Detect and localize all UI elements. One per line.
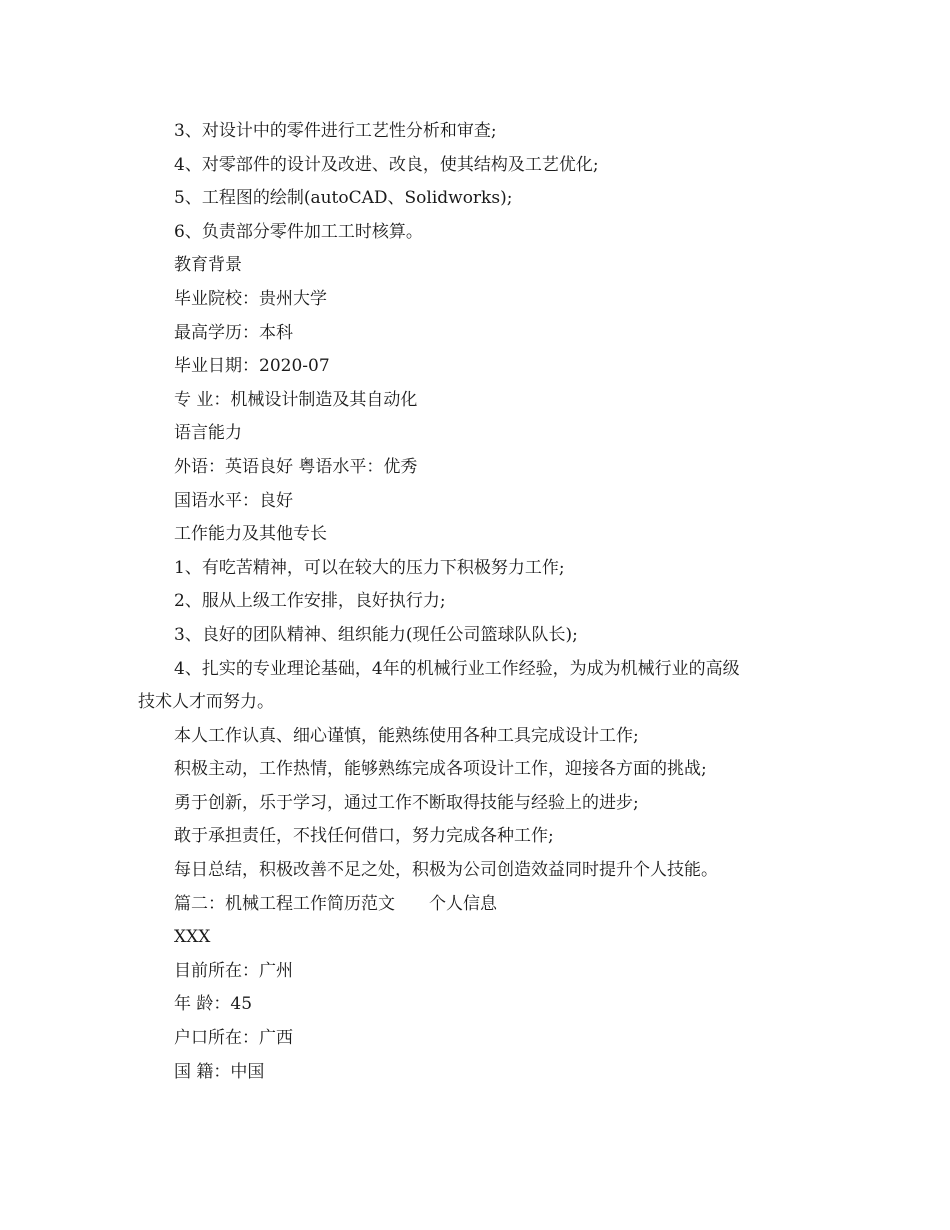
skill-item-4: 4、扎实的专业理论基础，4年的机械行业工作经验，为成为机械行业的高级 <box>174 658 740 679</box>
personal-location: 目前所在：广州 <box>174 960 293 981</box>
section-heading-education: 教育背景 <box>174 255 242 276</box>
section-heading-skills: 工作能力及其他专长 <box>174 524 327 545</box>
personal-nationality: 国 籍：中国 <box>174 1061 265 1082</box>
education-school: 毕业院校：贵州大学 <box>174 288 327 309</box>
duty-item-6: 6、负责部分零件加工工时核算。 <box>174 221 423 242</box>
self-assessment-1: 本人工作认真、细心谨慎，能熟练使用各种工具完成设计工作; <box>174 725 639 746</box>
language-mandarin: 国语水平：良好 <box>174 490 293 511</box>
personal-age: 年 龄：45 <box>174 994 253 1015</box>
self-assessment-4: 敢于承担责任，不找任何借口，努力完成各种工作; <box>174 826 554 847</box>
education-graduation-date: 毕业日期：2020-07 <box>174 356 330 377</box>
education-degree: 最高学历：本科 <box>174 322 293 343</box>
skill-item-1: 1、有吃苦精神，可以在较大的压力下积极努力工作; <box>174 557 565 578</box>
personal-hukou: 户口所在：广西 <box>174 1028 293 1049</box>
skill-item-2: 2、服从上级工作安排，良好执行力; <box>174 591 446 612</box>
self-assessment-3: 勇于创新，乐于学习，通过工作不断取得技能与经验上的进步; <box>174 792 639 813</box>
education-major: 专 业：机械设计制造及其自动化 <box>174 389 418 410</box>
skill-item-3: 3、良好的团队精神、组织能力(现任公司篮球队队长); <box>174 624 578 645</box>
document-body <box>138 115 828 1089</box>
duty-item-5: 5、工程图的绘制(autoCAD、Solidworks); <box>174 188 513 209</box>
self-assessment-2: 积极主动，工作热情，能够熟练完成各项设计工作，迎接各方面的挑战; <box>174 759 707 780</box>
duty-item-3: 3、对设计中的零件进行工艺性分析和审查; <box>174 121 497 141</box>
section-heading-language: 语言能力 <box>174 423 242 444</box>
part-two-heading: 篇二：机械工程工作简历范文 个人信息 <box>174 893 497 914</box>
duty-item-4: 4、对零部件的设计及改进、改良，使其结构及工艺优化; <box>174 154 599 175</box>
self-assessment-5: 每日总结，积极改善不足之处，积极为公司创造效益同时提升个人技能。 <box>174 860 718 881</box>
personal-name: XXX <box>174 927 211 948</box>
skill-item-4-continuation: 技术人才而努力。 <box>138 692 274 713</box>
language-foreign: 外语：英语良好 粤语水平：优秀 <box>174 456 418 477</box>
